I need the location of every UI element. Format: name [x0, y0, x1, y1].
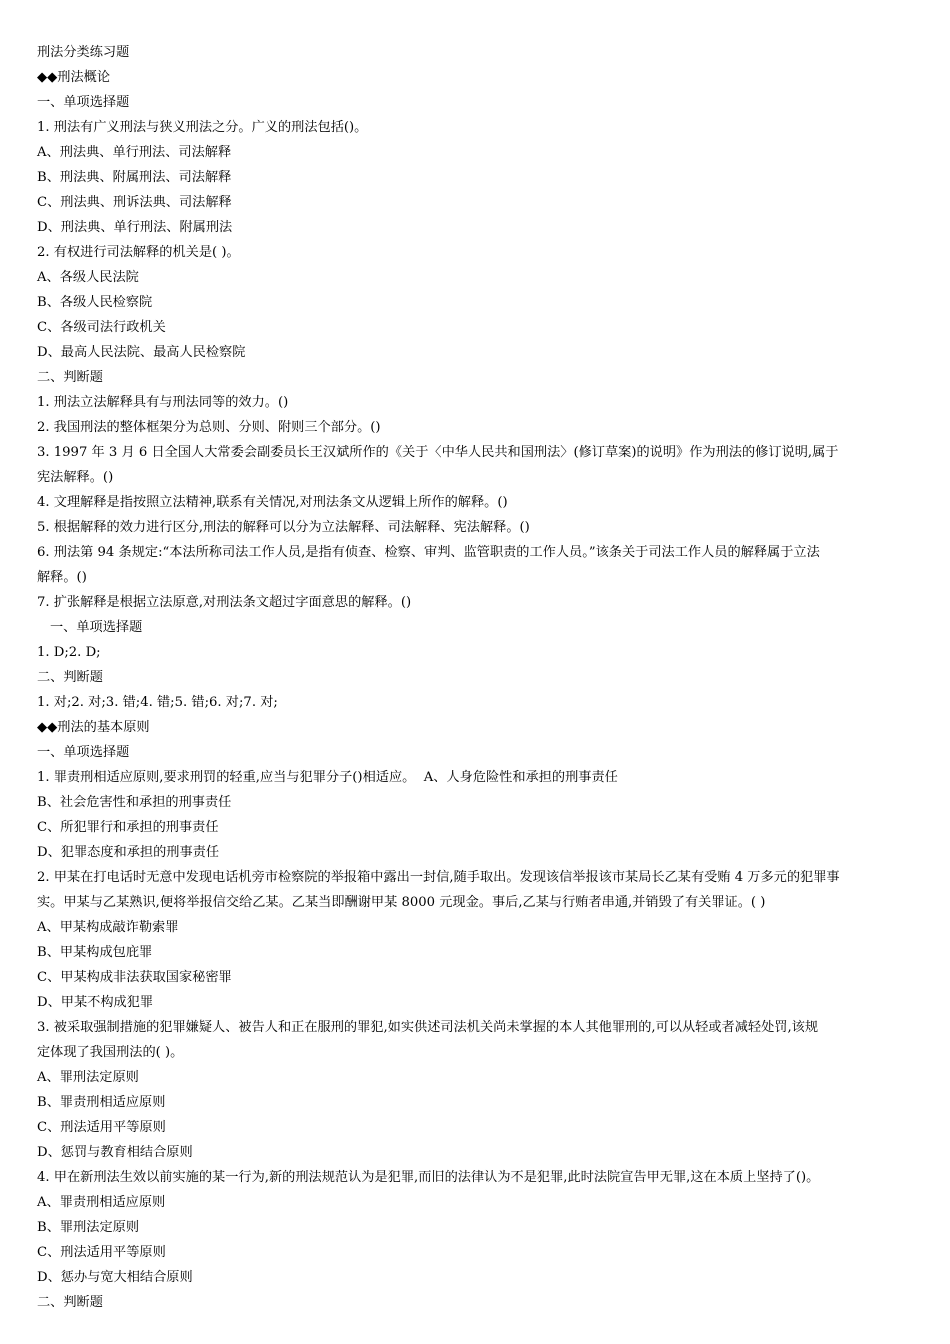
section-heading: ◆◆刑法的基本原则	[37, 720, 150, 735]
question: 2. 甲某在打电话时无意中发现电话机旁市检察院的举报箱中露出一封信,随手取出。发现该信举报该市某局长乙某有受贿 4 万多元的犯罪事	[37, 870, 840, 885]
question-continuation: 定体现了我国刑法的( )。	[37, 1045, 184, 1060]
answer-heading: 一、单项选择题	[50, 620, 143, 635]
option: C、刑法适用平等原则	[37, 1120, 166, 1135]
statement: 7. 扩张解释是根据立法原意,对刑法条文超过字面意思的解释。()	[37, 595, 412, 610]
option: B、罪刑法定原则	[37, 1220, 140, 1235]
option: A、罪刑法定原则	[37, 1070, 139, 1085]
section-heading: ◆◆刑法概论	[37, 70, 111, 85]
option: D、惩办与宽大相结合原则	[37, 1270, 193, 1285]
question: 1. 罪责刑相适应原则,要求刑罚的轻重,应当与犯罪分子()相适应。 A、人身危险性和承担的刑事责任	[37, 770, 618, 785]
option: C、刑法典、刑诉法典、司法解释	[37, 195, 232, 210]
document-title: 刑法分类练习题	[37, 45, 130, 60]
statement-continuation: 宪法解释。()	[37, 470, 114, 485]
option: D、甲某不构成犯罪	[37, 995, 154, 1010]
option: D、惩罚与教育相结合原则	[37, 1145, 193, 1160]
statement: 4. 文理解释是指按照立法精神,联系有关情况,对刑法条文从逻辑上所作的解释。()	[37, 495, 508, 510]
option: D、最高人民法院、最高人民检察院	[37, 345, 246, 360]
statement: 6. 刑法第 94 条规定:“本法所称司法工作人员,是指有侦查、检察、审判、监管职责的工作人员。”该条关于司法工作人员的解释属于立法	[37, 545, 820, 560]
option: A、各级人民法院	[37, 270, 139, 285]
option: C、甲某构成非法获取国家秘密罪	[37, 970, 232, 985]
statement: 1. 刑法立法解释具有与刑法同等的效力。()	[37, 395, 289, 410]
question: 3. 被采取强制措施的犯罪嫌疑人、被告人和正在服刑的罪犯,如实供述司法机关尚未掌握的本人其他罪刑的,可以从轻或者减轻处罚,该规	[37, 1020, 819, 1035]
option: A、罪责刑相适应原则	[37, 1195, 166, 1210]
subsection-heading: 二、判断题	[37, 370, 103, 385]
statement: 2. 我国刑法的整体框架分为总则、分则、附则三个部分。()	[37, 420, 381, 435]
option: B、各级人民检察院	[37, 295, 153, 310]
statement: 5. 根据解释的效力进行区分,刑法的解释可以分为立法解释、司法解释、宪法解释。()	[37, 520, 530, 535]
option: C、所犯罪行和承担的刑事责任	[37, 820, 219, 835]
question: 2. 有权进行司法解释的机关是( )。	[37, 245, 240, 260]
question-continuation: 实。甲某与乙某熟识,便将举报信交给乙某。乙某当即酬谢甲某 8000 元现金。事后,乙某与行贿者串通,并销毁了有关罪证。( )	[37, 895, 766, 910]
option: B、罪责刑相适应原则	[37, 1095, 166, 1110]
answer-heading: 二、判断题	[37, 670, 103, 685]
option: A、刑法典、单行刑法、司法解释	[37, 145, 232, 160]
answer-line: 1. D;2. D;	[37, 645, 101, 660]
question: 1. 刑法有广义刑法与狭义刑法之分。广义的刑法包括()。	[37, 120, 368, 135]
option: D、刑法典、单行刑法、附属刑法	[37, 220, 233, 235]
subsection-heading: 二、判断题	[37, 1295, 103, 1310]
statement-continuation: 解释。()	[37, 570, 87, 585]
option: D、犯罪态度和承担的刑事责任	[37, 845, 220, 860]
option: C、各级司法行政机关	[37, 320, 166, 335]
subsection-heading: 一、单项选择题	[37, 745, 130, 760]
subsection-heading: 一、单项选择题	[37, 95, 130, 110]
option: A、甲某构成敲诈勒索罪	[37, 920, 179, 935]
statement: 3. 1997 年 3 月 6 日全国人大常委会副委员长王汉斌所作的《关于〈中华人民共和国刑法〉(修订草案)的说明》作为刑法的修订说明,属于	[37, 445, 839, 460]
option: B、社会危害性和承担的刑事责任	[37, 795, 232, 810]
option: B、甲某构成包庇罪	[37, 945, 153, 960]
answer-line: 1. 对;2. 对;3. 错;4. 错;5. 错;6. 对;7. 对;	[37, 695, 278, 710]
option: C、刑法适用平等原则	[37, 1245, 166, 1260]
question: 4. 甲在新刑法生效以前实施的某一行为,新的刑法规范认为是犯罪,而旧的法律认为不是犯罪,此时法院宣告甲无罪,这在本质上坚持了()。	[37, 1170, 820, 1185]
option: B、刑法典、附属刑法、司法解释	[37, 170, 232, 185]
